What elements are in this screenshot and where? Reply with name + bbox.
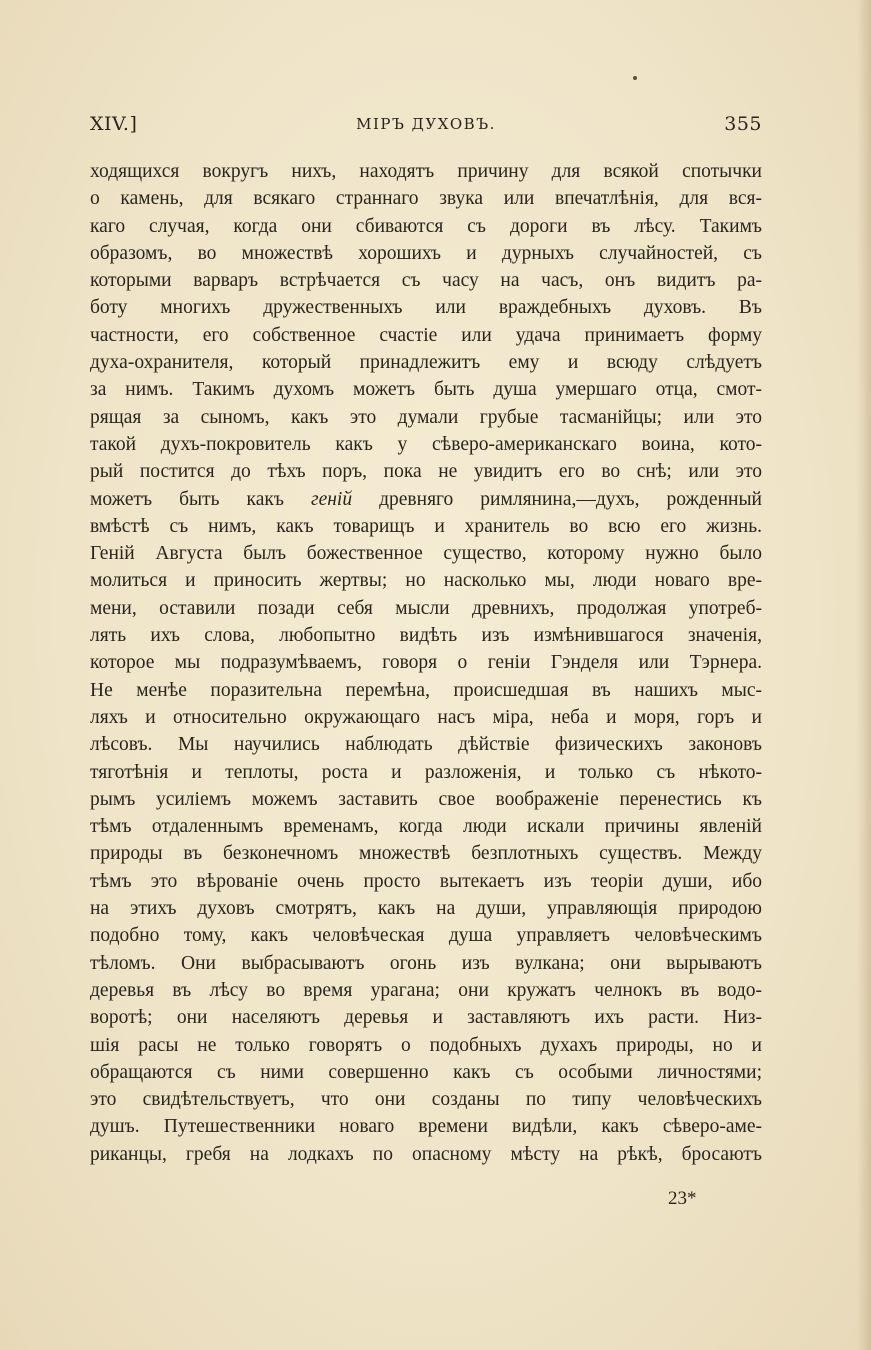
text-line: природы въ безконечномъ множествѣ безплотныхъ существъ. Между: [90, 843, 762, 865]
text-segment: можетъ быть какъ: [90, 488, 311, 510]
text-line: шія расы не только говорятъ о подобныхъ духахъ природы, но и: [90, 1034, 762, 1056]
text-line: такой духъ-покровитель какъ у сѣверо-американскаго воина, кото-: [90, 433, 762, 455]
text-line: подобно тому, какъ человѣческая душа управляетъ человѣческимъ: [90, 925, 762, 947]
text-line: мени, оставили позади себя мысли древнихъ, продолжая употреб-: [90, 597, 762, 619]
page-edge-shadow: [857, 0, 871, 1350]
text-line: частности, его собственное счастіе или удача принимаетъ форму: [90, 324, 762, 346]
running-header: [90, 113, 762, 139]
text-line: которыми варваръ встрѣчается съ часу на часъ, онъ видитъ ра-: [90, 270, 762, 292]
text-line: лять ихъ слова, любопытно видѣть изъ измѣнившагося значенія,: [90, 625, 762, 647]
text-line: вмѣстѣ съ нимъ, какъ товарищъ и хранитель во всю его жизнь.: [90, 515, 762, 537]
signature-mark: 23*: [668, 1188, 697, 1209]
text-line: Не менѣе поразительна перемѣна, происшедшая въ нашихъ мыс-: [90, 679, 762, 701]
text-line: на этихъ духовъ смотрятъ, какъ на души, управляющія природою: [90, 898, 762, 920]
text-line: обращаются съ ними совершенно какъ съ особыми личностями;: [90, 1061, 762, 1083]
paper-speck: [633, 76, 637, 80]
italic-term: геній: [310, 488, 353, 510]
text-line: которое мы подразумѣваемъ, говоря о геніи Гэнделя или Тэрнера.: [90, 652, 762, 674]
text-line: за нимъ. Такимъ духомъ можетъ быть душа умершаго отца, смот-: [90, 379, 762, 401]
text-line: рящая за сыномъ, какъ это думали грубые тасманійцы; или это: [90, 406, 762, 428]
text-line: о камень, для всякаго страннаго звука или впечатлѣнія, для вся-: [90, 188, 762, 210]
text-line: душъ. Путешественники новаго времени видѣли, какъ сѣверо-аме-: [90, 1116, 762, 1138]
running-title: МІРЪ ДУХОВЪ.: [356, 115, 496, 133]
text-line: тѣмъ это вѣрованіе очень просто вытекаетъ изъ теоріи души, ибо: [90, 870, 762, 892]
text-line: лѣсовъ. Мы научились наблюдать дѣйствіе физическихъ законовъ: [90, 734, 762, 756]
text-line: воротѣ; они населяютъ деревья и заставляютъ ихъ расти. Низ-: [90, 1007, 762, 1029]
text-line: молиться и приносить жертвы; но насколько мы, люди новаго вре-: [90, 570, 762, 592]
text-line: тѣмъ отдаленнымъ временамъ, когда люди искали причины явленій: [90, 816, 762, 838]
text-line: [90, 486, 762, 513]
chapter-number: XIV.]: [90, 113, 138, 135]
text-line: ляхъ и относительно окружающаго насъ міра, неба и моря, горъ и: [90, 706, 762, 728]
text-line: каго случая, когда они сбиваются съ дороги въ лѣсу. Такимъ: [90, 215, 762, 237]
text-line: тѣломъ. Они выбрасываютъ огонь изъ вулкана; они вырываютъ: [90, 952, 762, 974]
text-line: деревья въ лѣсу во время урагана; они кружатъ челнокъ въ водо-: [90, 979, 762, 1001]
page-number: 355: [724, 113, 762, 135]
text-line: ходящихся вокругъ нихъ, находятъ причину для всякой спотычки: [90, 161, 762, 182]
text-line: это свидѣтельствуетъ, что они созданы по типу человѣческихъ: [90, 1089, 762, 1111]
text-line: образомъ, во множествѣ хорошихъ и дурныхъ случайностей, съ: [90, 242, 762, 264]
text-segment: древняго римлянина,—духъ, рожденный: [352, 488, 762, 510]
text-line: риканцы, гребя на лодкахъ по опасному мѣсту на рѣкѣ, бросаютъ: [90, 1143, 762, 1165]
text-line: тяготѣнія и теплоты, роста и разложенія, и только съ нѣкото-: [90, 761, 762, 783]
text-line: рый постится до тѣхъ поръ, пока не увидитъ его во снѣ; или это: [90, 461, 762, 483]
text-line: рымъ усиліемъ можемъ заставить свое воображеніе перенестись къ: [90, 788, 762, 810]
text-line: духа-охранителя, который принадлежитъ ему и всюду слѣдуетъ: [90, 352, 762, 374]
text-line: Геній Августа былъ божественное существо, которому нужно было: [90, 543, 762, 565]
text-line: боту многихъ дружественныхъ или враждебныхъ духовъ. Въ: [90, 297, 762, 319]
body-text: [90, 158, 762, 1168]
